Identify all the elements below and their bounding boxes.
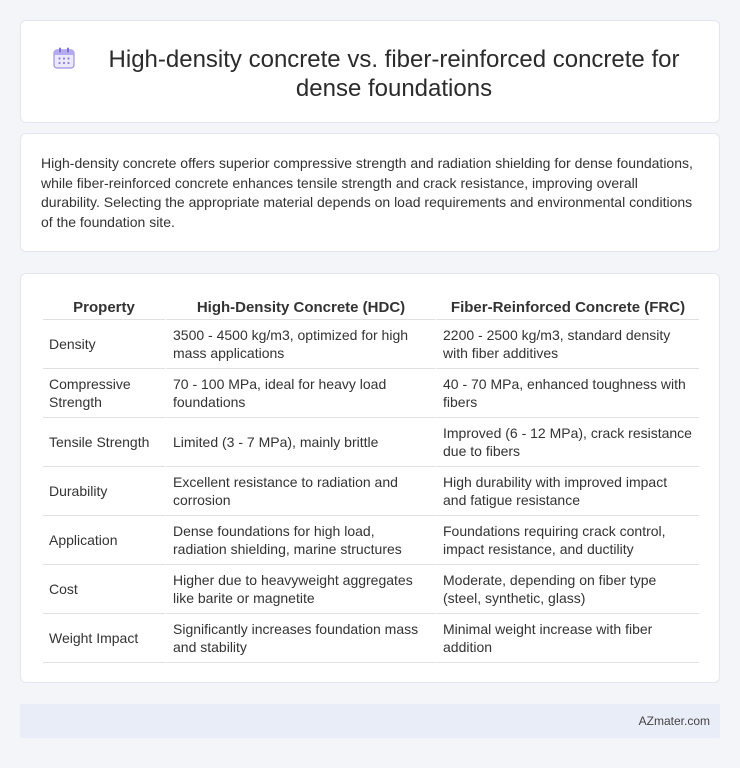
- row-frc-value: Foundations requiring crack control, impact resistance, and ductility: [435, 516, 699, 565]
- row-hdc-value: Significantly increases foundation mass and stability: [165, 614, 435, 663]
- intro-paragraph: High-density concrete offers superior compressive strength and radiation shielding for dense foundations, while fiber-reinforced concrete enhances tensile strength and crack resistance, improving overall durability. Selecting the appropriate material depends on load requirements and environmental conditions of the foundation site.: [41, 155, 693, 230]
- table-row: [43, 565, 699, 614]
- table-row: [43, 516, 699, 565]
- row-frc-value: High durability with improved impact and fatigue resistance: [435, 467, 699, 516]
- row-property: Compressive Strength: [43, 369, 165, 418]
- table-row: [43, 320, 699, 369]
- table-row: [43, 467, 699, 516]
- intro-card: [20, 133, 720, 252]
- row-hdc-value: Dense foundations for high load, radiation shielding, marine structures: [165, 516, 435, 565]
- comparison-table-card: [20, 273, 720, 683]
- row-hdc-value: Higher due to heavyweight aggregates like barite or magnetite: [165, 565, 435, 614]
- row-property: Application: [43, 516, 165, 565]
- calendar-icon: [51, 45, 77, 71]
- footer-bar: [20, 704, 720, 738]
- row-property: Density: [43, 320, 165, 369]
- table-row: [43, 614, 699, 663]
- row-property: Durability: [43, 467, 165, 516]
- row-frc-value: Moderate, depending on fiber type (steel, synthetic, glass): [435, 565, 699, 614]
- row-hdc-value: 3500 - 4500 kg/m3, optimized for high mass applications: [165, 320, 435, 369]
- table-row: [43, 369, 699, 418]
- row-hdc-value: Limited (3 - 7 MPa), mainly brittle: [165, 418, 435, 467]
- header-hdc: High-Density Concrete (HDC): [165, 296, 435, 320]
- row-hdc-value: Excellent resistance to radiation and corrosion: [165, 467, 435, 516]
- title-card: [20, 20, 720, 123]
- row-property: Tensile Strength: [43, 418, 165, 467]
- comparison-table: [43, 296, 699, 663]
- footer-brand[interactable]: AZmater.com: [638, 714, 710, 728]
- table-row: [43, 418, 699, 467]
- row-hdc-value: 70 - 100 MPa, ideal for heavy load foundations: [165, 369, 435, 418]
- row-frc-value: Improved (6 - 12 MPa), crack resistance due to fibers: [435, 418, 699, 467]
- title-wrap: [21, 21, 719, 103]
- row-frc-value: 40 - 70 MPa, enhanced toughness with fibers: [435, 369, 699, 418]
- header-property: Property: [43, 296, 165, 320]
- row-frc-value: Minimal weight increase with fiber addition: [435, 614, 699, 663]
- row-frc-value: 2200 - 2500 kg/m3, standard density with fiber additives: [435, 320, 699, 369]
- row-property: Weight Impact: [43, 614, 165, 663]
- page-title: High-density concrete vs. fiber-reinforced concrete for dense foundations: [108, 46, 680, 102]
- header-frc: Fiber-Reinforced Concrete (FRC): [435, 296, 699, 320]
- row-property: Cost: [43, 565, 165, 614]
- table-header-row: [43, 296, 699, 320]
